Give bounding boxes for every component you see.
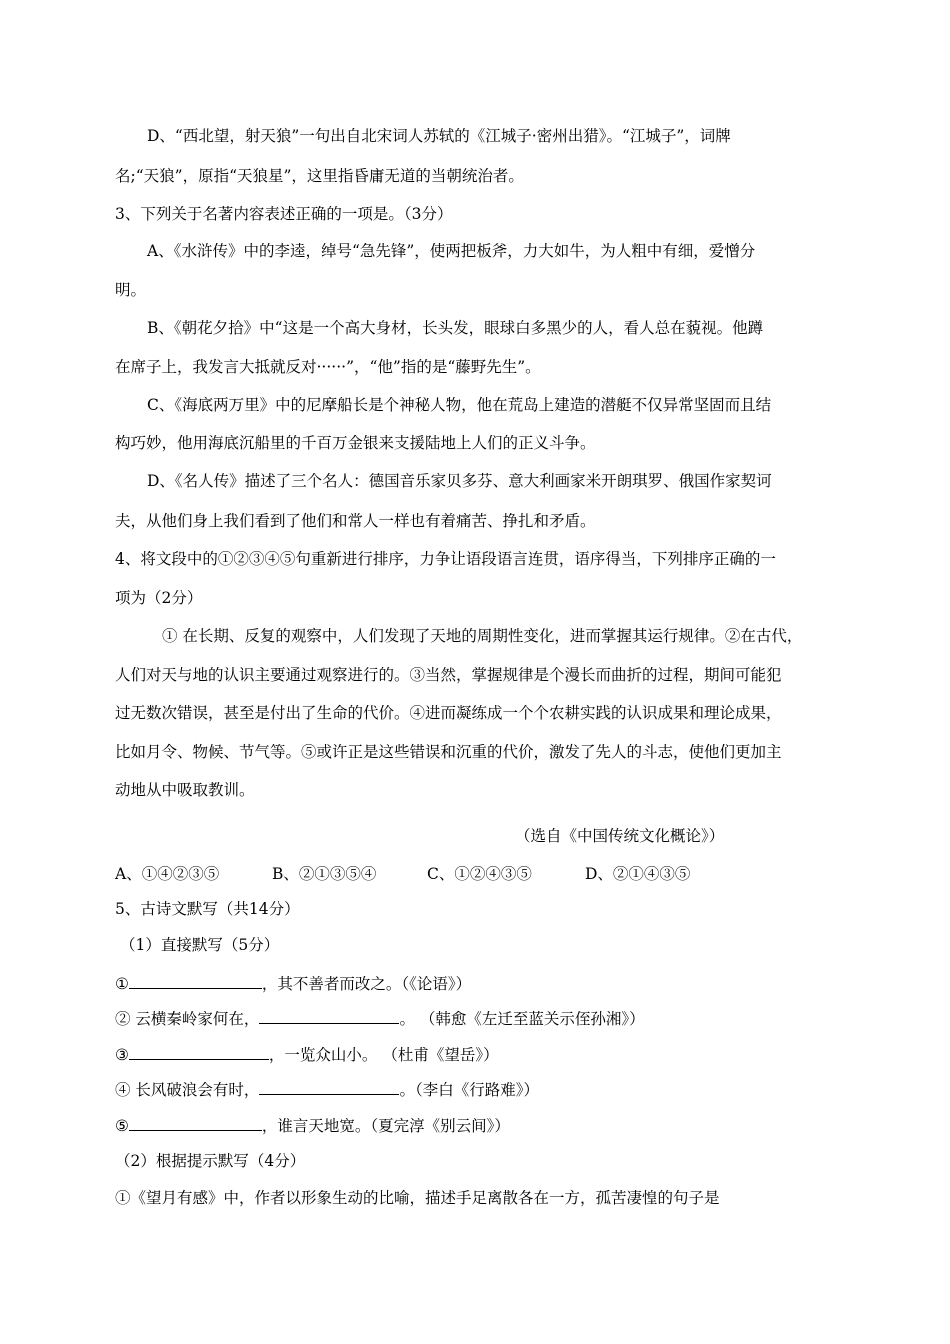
q5-item-3 xyxy=(115,1043,499,1065)
q5-part1-title: （1）直接默写（5分） xyxy=(120,936,280,954)
answer-blank[interactable] xyxy=(129,972,262,989)
q5-item-prefix: ① xyxy=(115,975,129,993)
answer-blank[interactable] xyxy=(259,1007,399,1024)
q4-source: （选自《中国传统文化概论》） xyxy=(515,827,725,845)
q4-passage-line: 动地从中吸取教训。 xyxy=(115,781,255,799)
q3-option-c-line1: C、《海底两万里》中的尼摩船长是个神秘人物，他在荒岛上建造的潜艇不仅异常坚固而且结 xyxy=(147,396,772,414)
q5-item-4 xyxy=(115,1078,539,1100)
q4-passage-line: 人们对天与地的认识主要通过观察进行的。③当然，掌握规律是个漫长而曲折的过程，期间可能犯 xyxy=(115,666,782,684)
q4-option-a: A、①④②③⑤ xyxy=(115,865,220,883)
q5-part2-title: （2）根据提示默写（4分） xyxy=(115,1152,306,1170)
q5-item-prefix: ③ xyxy=(115,1046,129,1064)
q4-passage-line: 过无数次错误，甚至是付出了生命的代价。④进而凝练成一个个农耕实践的认识成果和理论成果， xyxy=(115,704,782,722)
q5-item-5 xyxy=(115,1114,510,1136)
answer-blank[interactable] xyxy=(259,1078,399,1095)
q3-option-a-line2: 明。 xyxy=(115,281,147,299)
q3-option-b-line2: 在席子上，我发言大抵就反对······”，“他”指的是“藤野先生”。 xyxy=(115,358,541,376)
q5-item-suffix: 。 （韩愈《左迁至蓝关示侄孙湘》） xyxy=(399,1010,645,1028)
q3-option-c-line2: 构巧妙，他用海底沉船里的千百万金银来支援陆地上人们的正义斗争。 xyxy=(115,434,596,452)
q5-part2-item-1: ①《望月有感》中，作者以形象生动的比喻，描述手足离散各在一方，孤苦凄惶的句子是 xyxy=(115,1189,720,1207)
q5-item-prefix: ④ 长风破浪会有时， xyxy=(115,1081,260,1099)
q3-option-a-line1: A、《水浒传》中的李逵，绰号“急先锋”，使两把板斧，力大如牛，为人粗中有细，爱憎分 xyxy=(147,242,756,260)
q5-item-suffix: 。（李白《行路难》） xyxy=(399,1081,539,1099)
q4-title-line2: 项为（2分） xyxy=(115,589,203,607)
q2-option-d-line2: 名;“天狼”，原指“天狼星”，这里指昏庸无道的当朝统治者。 xyxy=(115,167,524,185)
q4-option-b: B、②①③⑤④ xyxy=(272,865,377,883)
q4-title-line1: 4、将文段中的①②③④⑤句重新进行排序，力争让语段语言连贯，语序得当，下列排序正确的一 xyxy=(115,550,776,568)
q5-item-suffix: ，谁言天地宽。（夏完淳《别云间》） xyxy=(261,1117,510,1135)
q3-option-b-line1: B、《朝花夕拾》中“这是一个高大身材，长头发，眼球白多黑少的人，看人总在藐视。他蹲 xyxy=(147,319,764,337)
q5-item-1 xyxy=(115,972,471,994)
q2-option-d-line1: D、“西北望，射天狼”一句出自北宋词人苏轼的《江城子·密州出猎》。“江城子”，词牌 xyxy=(147,127,731,145)
q3-title: 3、下列关于名著内容表述正确的一项是。（3分） xyxy=(115,205,453,223)
q5-item-2 xyxy=(115,1007,645,1029)
q3-option-d-line1: D、《名人传》描述了三个名人：德国音乐家贝多芬、意大利画家米开朗琪罗、俄国作家契诃 xyxy=(147,472,772,490)
q5-title: 5、古诗文默写（共14分） xyxy=(115,900,300,918)
q4-option-d: D、②①④③⑤ xyxy=(585,865,691,883)
q5-item-prefix: ⑤ xyxy=(115,1117,129,1135)
answer-blank[interactable] xyxy=(129,1043,269,1060)
q4-passage-line: ① 在长期、反复的观察中，人们发现了天地的周期性变化，进而掌握其运行规律。②在古代， xyxy=(162,627,803,645)
q5-item-suffix: ，其不善者而改之。（《论语》） xyxy=(261,975,472,993)
q3-option-d-line2: 夫，从他们身上我们看到了他们和常人一样也有着痛苦、挣扎和矛盾。 xyxy=(115,512,596,530)
q5-item-prefix: ② 云横秦岭家何在， xyxy=(115,1010,260,1028)
q4-options xyxy=(115,864,690,884)
q4-passage-line: 比如月令、物候、节气等。⑤或许正是这些错误和沉重的代价，激发了先人的斗志，使他们更加主 xyxy=(115,743,782,761)
answer-blank[interactable] xyxy=(129,1114,262,1131)
q5-item-suffix: ，一览众山小。 （杜甫《望岳》） xyxy=(268,1046,499,1064)
q4-option-c: C、①②④③⑤ xyxy=(427,865,532,883)
